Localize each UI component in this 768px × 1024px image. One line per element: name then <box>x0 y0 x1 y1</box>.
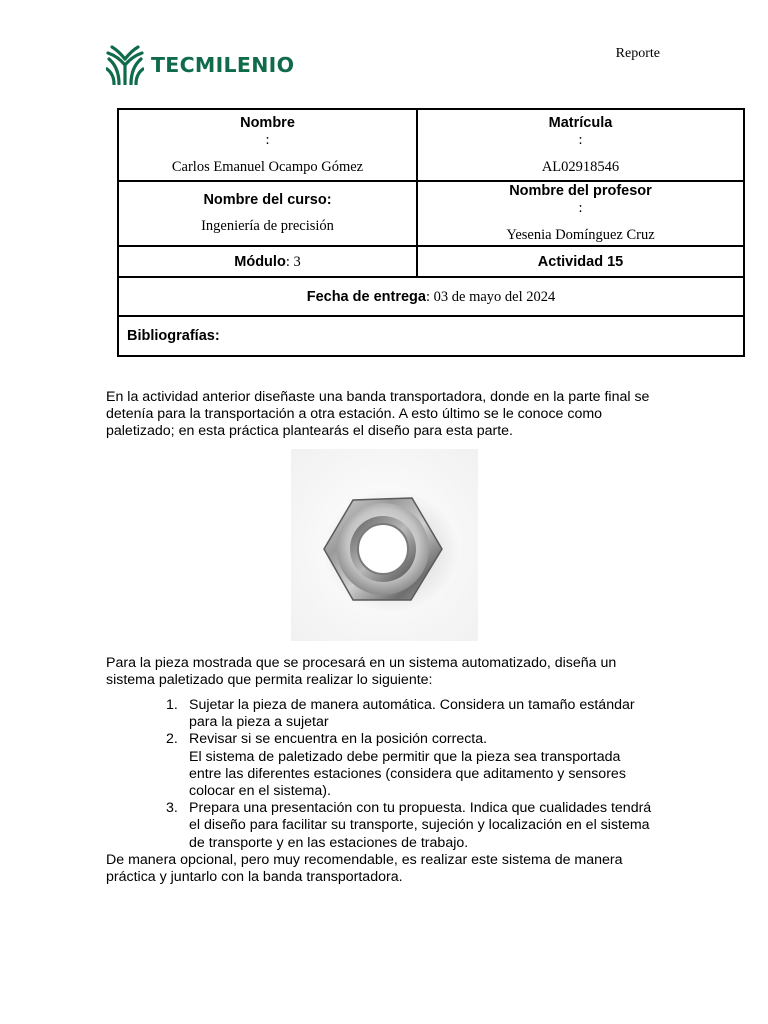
task-list <box>166 697 669 852</box>
instructions-paragraph <box>106 655 666 689</box>
modulo-value: 3 <box>293 253 301 270</box>
list-item-number: 1. <box>166 697 178 713</box>
list-item-line: Sujetar la pieza de manera automática. Considera un tamaño estándar <box>189 697 635 713</box>
fecha-value: 03 de mayo del 2024 <box>433 288 556 305</box>
report-label: Reporte <box>615 46 660 61</box>
instructions-line: Para la pieza mostrada que se procesará en un sistema automatizado, diseña un <box>106 655 617 671</box>
curso-value: Ingeniería de precisión <box>201 218 334 234</box>
instructions-line: sistema paletizado que permita realizar lo siguiente: <box>106 672 433 689</box>
actividad-cell <box>417 246 744 277</box>
list-item <box>166 731 669 800</box>
bibliografias-cell <box>118 316 744 356</box>
list-item-line: El sistema de paletizado debe permitir que la pieza sea transportada <box>189 748 621 765</box>
tecmilenio-logo <box>106 44 306 86</box>
closing-line: De manera opcional, pero muy recomendable, es realizar este sistema de manera <box>106 852 623 868</box>
curso-label: Nombre del curso: <box>203 192 332 208</box>
nombre-cell: Nombre : Carlos Emanuel Ocampo Gómez <box>118 109 417 181</box>
list-item-line: el diseño para facilitar su transporte, sujeción y localización en el sistema <box>189 817 650 834</box>
profesor-label: Nombre del profesor <box>509 183 652 199</box>
actividad-label: Actividad 15 <box>537 253 624 270</box>
list-item-line: de transporte y en las estaciones de trabajo. <box>189 834 469 851</box>
modulo-cell: Módulo: 3 <box>118 246 417 277</box>
list-item-line: colocar en el sistema). <box>189 783 331 800</box>
fecha-cell: Fecha de entrega: 03 de mayo del 2024 <box>118 277 744 316</box>
tecmilenio-leaf-icon <box>106 45 144 85</box>
curso-cell <box>118 181 417 246</box>
nombre-label: Nombre <box>240 114 295 131</box>
logo-wordmark: TECMILENIO <box>151 53 295 77</box>
list-item-number: 3. <box>166 800 178 817</box>
matricula-value: AL02918546 <box>541 158 620 175</box>
list-item <box>166 697 669 731</box>
hex-nut-image <box>291 449 478 641</box>
modulo-label: Módulo <box>234 253 286 270</box>
intro-line: En la actividad anterior diseñaste una banda transportadora, donde en la parte final se <box>106 389 650 405</box>
list-item <box>166 800 669 852</box>
intro-paragraph <box>106 389 666 441</box>
profesor-cell: Nombre del profesor : Yesenia Domínguez Cruz <box>417 181 744 246</box>
closing-paragraph <box>106 852 666 886</box>
list-item-line: Prepara una presentación con tu propuesta. Indica que cualidades tendrá <box>189 800 652 817</box>
hex-nut-photo <box>291 449 478 641</box>
intro-line: paletizado; en esta práctica plantearás el diseño para esta parte. <box>106 423 513 440</box>
fecha-label: Fecha de entrega <box>306 288 426 305</box>
list-item-line: para la pieza a sujetar <box>189 714 329 731</box>
list-item-line: entre las diferentes estaciones (considera que aditamento y sensores <box>189 765 626 782</box>
matricula-cell: Matrícula : AL02918546 <box>417 109 744 181</box>
intro-line: detenía para la transportación a otra estación. A esto último se le conoce como <box>106 406 603 423</box>
matricula-label: Matrícula <box>548 114 613 131</box>
closing-line: práctica y juntarlo con la banda transportadora. <box>106 869 403 886</box>
bibliografias-label: Bibliografías: <box>127 328 220 344</box>
student-info-table <box>117 108 745 357</box>
list-item-line: Revisar si se encuentra en la posición correcta. <box>189 731 488 748</box>
nombre-value: Carlos Emanuel Ocampo Gómez <box>171 158 364 175</box>
list-item-number: 2. <box>166 731 178 748</box>
profesor-value: Yesenia Domínguez Cruz <box>506 227 655 243</box>
